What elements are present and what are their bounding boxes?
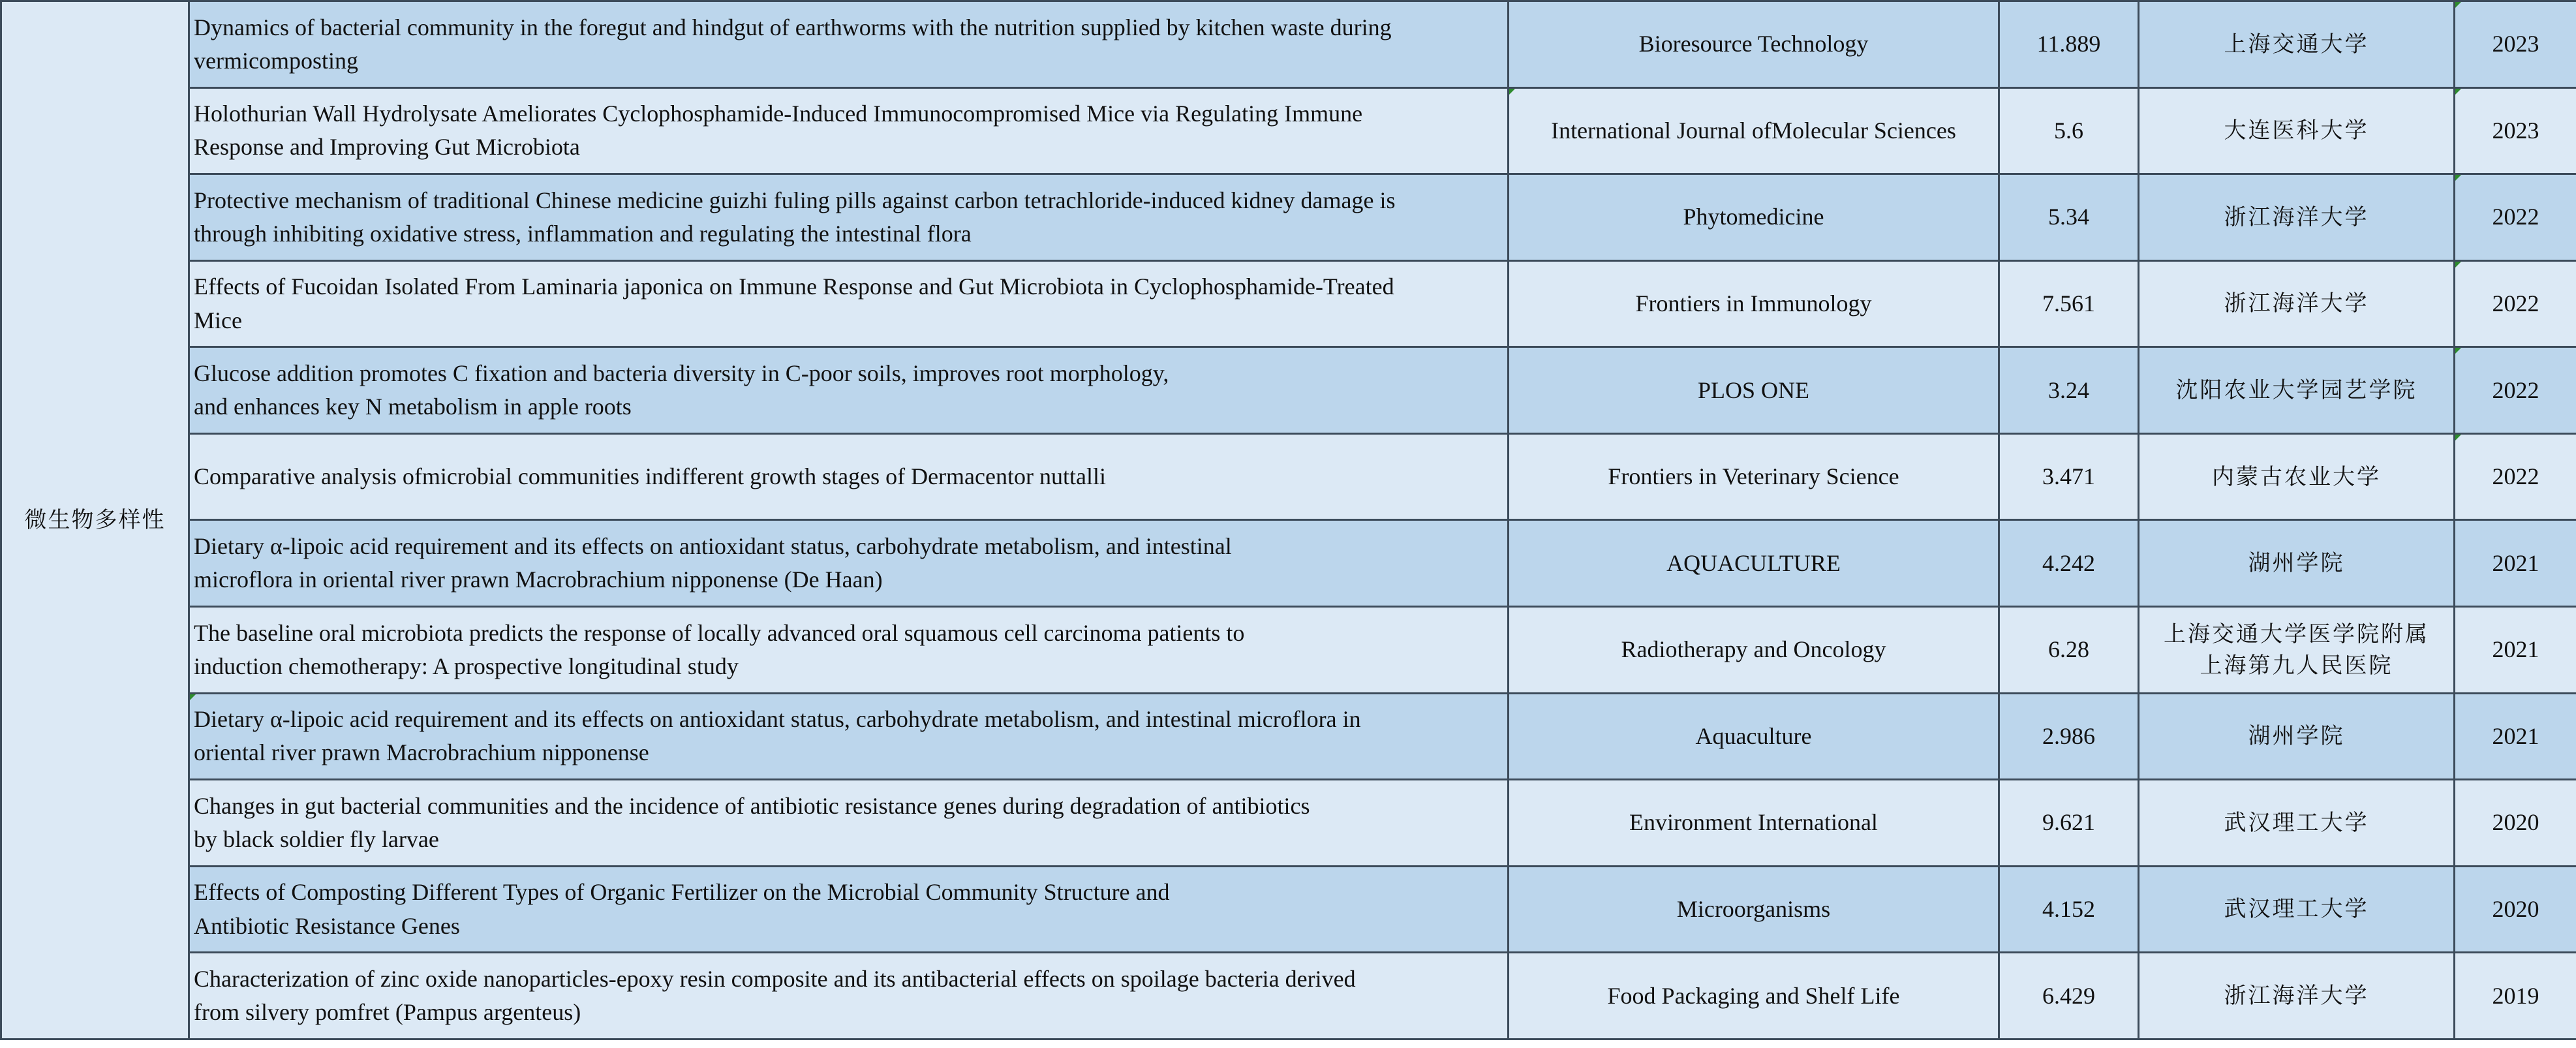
institution-name: 湖州学院 [2248, 723, 2345, 750]
journal-name: International Journal ofMolecular Sciences [1551, 117, 1956, 144]
year-value: 2022 [2492, 204, 2539, 230]
institution-cell[interactable] [2139, 866, 2455, 953]
institution-cell[interactable] [2139, 433, 2455, 520]
table-row [1, 693, 2576, 780]
title-cell[interactable] [189, 693, 1509, 780]
impact-factor-cell[interactable] [1999, 433, 2139, 520]
institution-name: 湖州学院 [2248, 550, 2345, 577]
journal-cell[interactable] [1509, 433, 1999, 520]
title-cell[interactable] [189, 347, 1509, 434]
table-row [1, 780, 2576, 867]
journal-cell[interactable] [1509, 174, 1999, 261]
title-cell[interactable] [189, 260, 1509, 347]
impact-factor: 4.242 [2042, 549, 2095, 576]
title-cell[interactable] [189, 174, 1509, 261]
paper-title: Effects of Composting Different Types of Organic Fertilizer on the Microbial Community Structure and Antibiotic Resistance Genes [194, 879, 1170, 939]
impact-factor: 11.889 [2036, 31, 2101, 57]
year-value: 2022 [2492, 377, 2539, 403]
institution-name: 浙江海洋大学 [2224, 290, 2369, 317]
journal-cell[interactable] [1509, 866, 1999, 953]
impact-factor: 3.24 [2048, 377, 2089, 403]
institution-cell[interactable] [2139, 780, 2455, 867]
title-cell[interactable] [189, 866, 1509, 953]
year-cell[interactable] [2455, 433, 2576, 520]
impact-factor: 4.152 [2042, 896, 2095, 923]
journal-cell[interactable] [1509, 260, 1999, 347]
paper-title: Protective mechanism of traditional Chinese medicine guizhi fuling pills against carbon tetrachloride-induced kidney damage is through inhibiting oxidative stress, inflammation and regulating the intestinal flora [194, 187, 1396, 247]
table-row [1, 607, 2576, 694]
journal-name: PLOS ONE [1697, 377, 1810, 403]
table-row [1, 174, 2576, 261]
cell-flag-icon [2455, 435, 2461, 440]
year-value: 2022 [2492, 463, 2539, 490]
institution-name: 上海交通大学医学院附属 上海第九人民医院 [2164, 621, 2429, 679]
year-cell[interactable] [2455, 1, 2576, 88]
institution-cell[interactable] [2139, 953, 2455, 1040]
journal-cell[interactable] [1509, 87, 1999, 174]
publication-rows [1, 1, 2576, 1040]
impact-factor: 9.621 [2042, 809, 2095, 836]
institution-name: 沈阳农业大学园艺学院 [2175, 377, 2417, 403]
impact-factor-cell[interactable] [1999, 953, 2139, 1040]
impact-factor-cell[interactable] [1999, 693, 2139, 780]
journal-name: Radiotherapy and Oncology [1621, 636, 1886, 663]
institution-name: 浙江海洋大学 [2224, 983, 2369, 1009]
impact-factor-cell[interactable] [1999, 866, 2139, 953]
year-cell[interactable] [2455, 780, 2576, 867]
institution-cell[interactable] [2139, 347, 2455, 434]
impact-factor: 2.986 [2042, 722, 2095, 749]
journal-name: Aquaculture [1695, 722, 1812, 749]
journal-cell[interactable] [1509, 520, 1999, 607]
journal-cell[interactable] [1509, 1, 1999, 88]
institution-cell[interactable] [2139, 607, 2455, 694]
year-value: 2020 [2492, 809, 2539, 836]
institution-cell[interactable] [2139, 174, 2455, 261]
journal-name: Frontiers in Veterinary Science [1608, 463, 1899, 490]
year-cell[interactable] [2455, 520, 2576, 607]
year-value: 2021 [2492, 722, 2539, 749]
table-row [1, 260, 2576, 347]
year-value: 2021 [2492, 549, 2539, 576]
year-cell[interactable] [2455, 607, 2576, 694]
impact-factor-cell[interactable] [1999, 347, 2139, 434]
institution-name: 内蒙古农业大学 [2212, 463, 2381, 490]
year-value: 2023 [2492, 117, 2539, 144]
cell-flag-icon [2455, 262, 2461, 268]
year-cell[interactable] [2455, 174, 2576, 261]
table-row [1, 520, 2576, 607]
journal-name: Microorganisms [1676, 896, 1831, 923]
journal-name: Environment International [1629, 809, 1878, 836]
impact-factor: 6.429 [2042, 982, 2095, 1009]
table-row [1, 347, 2576, 434]
year-cell[interactable] [2455, 260, 2576, 347]
impact-factor-cell[interactable] [1999, 780, 2139, 867]
paper-title: Characterization of zinc oxide nanoparticles-epoxy resin composite and its antibacterial effects on spoilage bacteria derived from silvery pomfret (Pampus argenteus) [194, 966, 1356, 1026]
title-cell[interactable] [189, 953, 1509, 1040]
impact-factor: 5.6 [2054, 117, 2083, 144]
paper-title: Holothurian Wall Hydrolysate Ameliorates Cyclophosphamide-Induced Immunocompromised Mice via Regulating Immune Response and Improving Gut Microbiota [194, 100, 1363, 161]
journal-cell[interactable] [1509, 693, 1999, 780]
paper-title: Comparative analysis ofmicrobial communities indifferent growth stages of Dermacentor nuttalli [194, 463, 1106, 490]
institution-name: 浙江海洋大学 [2224, 204, 2369, 230]
journal-name: AQUACULTURE [1666, 549, 1841, 576]
institution-cell[interactable] [2139, 693, 2455, 780]
category-cell[interactable] [1, 1, 189, 1040]
journal-name: Frontiers in Immunology [1635, 290, 1872, 316]
impact-factor-cell[interactable] [1999, 1, 2139, 88]
paper-title: Glucose addition promotes C fixation and bacteria diversity in C-poor soils, improves root morphology, and enhances key N metabolism in apple roots [194, 360, 1169, 420]
year-cell[interactable] [2455, 953, 2576, 1040]
cell-flag-icon [190, 694, 196, 700]
institution-name: 上海交通大学 [2224, 31, 2369, 57]
table-row [1, 433, 2576, 520]
journal-cell[interactable] [1509, 347, 1999, 434]
paper-title: Changes in gut bacterial communities and the incidence of antibiotic resistance genes during degradation of antibiotics by black soldier fly larvae [194, 792, 1310, 852]
institution-cell[interactable] [2139, 87, 2455, 174]
year-value: 2022 [2492, 290, 2539, 316]
impact-factor-cell[interactable] [1999, 520, 2139, 607]
category-label: 微生物多样性 [24, 506, 166, 533]
title-cell[interactable] [189, 520, 1509, 607]
impact-factor-cell[interactable] [1999, 87, 2139, 174]
cell-flag-icon [2455, 89, 2461, 95]
journal-name: Bioresource Technology [1638, 31, 1869, 57]
cell-flag-icon [2455, 175, 2461, 181]
impact-factor-cell[interactable] [1999, 174, 2139, 261]
title-cell[interactable] [189, 1, 1509, 88]
impact-factor-cell[interactable] [1999, 607, 2139, 694]
year-value: 2023 [2492, 31, 2539, 57]
table-row [1, 953, 2576, 1040]
impact-factor: 3.471 [2042, 463, 2095, 490]
institution-cell[interactable] [2139, 260, 2455, 347]
year-cell[interactable] [2455, 866, 2576, 953]
paper-title: Dynamics of bacterial community in the foregut and hindgut of earthworms with the nutrition supplied by kitchen waste during vermicomposting [194, 14, 1392, 74]
institution-name: 大连医科大学 [2224, 117, 2369, 144]
year-cell[interactable] [2455, 87, 2576, 174]
paper-title: Dietary α-lipoic acid requirement and its effects on antioxidant status, carbohydrate metabolism, and intestinal microflora in oriental river prawn Macrobrachium nipponense [194, 706, 1361, 766]
institution-name: 武汉理工大学 [2224, 896, 2369, 923]
journal-name: Food Packaging and Shelf Life [1607, 982, 1900, 1009]
journal-cell[interactable] [1509, 780, 1999, 867]
impact-factor: 5.34 [2048, 204, 2089, 230]
title-cell[interactable] [189, 780, 1509, 867]
year-value: 2021 [2492, 636, 2539, 663]
institution-name: 武汉理工大学 [2224, 809, 2369, 836]
year-cell[interactable] [2455, 347, 2576, 434]
cell-flag-icon [1509, 89, 1515, 95]
year-value: 2019 [2492, 982, 2539, 1009]
institution-cell[interactable] [2139, 520, 2455, 607]
journal-cell[interactable] [1509, 607, 1999, 694]
year-cell[interactable] [2455, 693, 2576, 780]
cell-flag-icon [2455, 348, 2461, 354]
year-value: 2020 [2492, 896, 2539, 923]
table-row [1, 866, 2576, 953]
table-row [1, 87, 2576, 174]
paper-title: Effects of Fucoidan Isolated From Laminaria japonica on Immune Response and Gut Microbiota in Cyclophosphamide-Treated Mice [194, 273, 1394, 333]
table-row [1, 1, 2576, 88]
paper-title: Dietary α-lipoic acid requirement and its effects on antioxidant status, carbohydrate metabolism, and intestinal microflora in oriental river prawn Macrobrachium nipponense (De Haan) [194, 533, 1232, 593]
impact-factor: 6.28 [2048, 636, 2089, 663]
journal-name: Phytomedicine [1683, 204, 1824, 230]
institution-cell[interactable] [2139, 1, 2455, 88]
title-cell[interactable] [189, 607, 1509, 694]
impact-factor: 7.561 [2042, 290, 2095, 316]
title-cell[interactable] [189, 433, 1509, 520]
journal-cell[interactable] [1509, 953, 1999, 1040]
paper-title: The baseline oral microbiota predicts the response of locally advanced oral squamous cell carcinoma patients to induction chemotherapy: A prospective longitudinal study [194, 619, 1245, 679]
title-cell[interactable] [189, 87, 1509, 174]
impact-factor-cell[interactable] [1999, 260, 2139, 347]
cell-flag-icon [2455, 2, 2461, 8]
